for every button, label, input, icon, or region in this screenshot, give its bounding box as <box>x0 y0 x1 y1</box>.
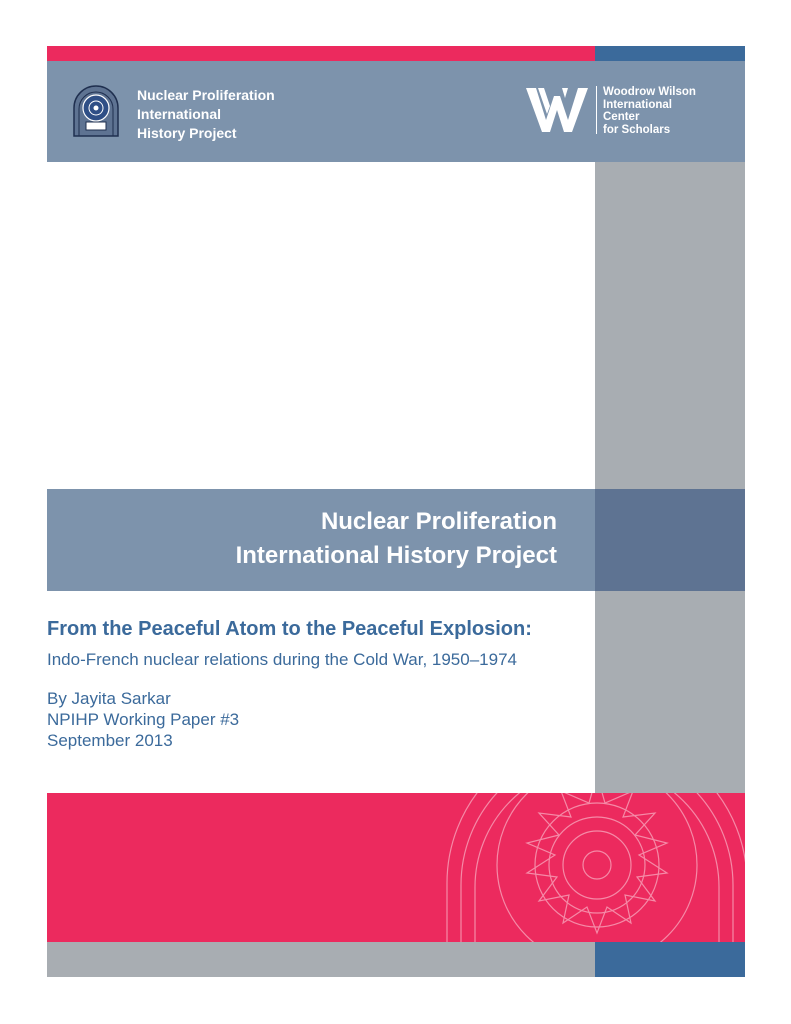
top-blue-bar <box>595 46 745 61</box>
bottom-gray-bar <box>47 942 595 977</box>
project-title: Nuclear Proliferation International History Project <box>235 508 557 569</box>
npihp-logo-text: Nuclear Proliferation International History Project <box>137 87 275 141</box>
paper-number: NPIHP Working Paper #3 <box>47 710 240 729</box>
title-band-accent <box>595 489 745 591</box>
woodrow-wilson-w-icon <box>526 86 590 134</box>
npihp-atom-emblem-icon <box>71 82 121 138</box>
top-pink-bar <box>47 46 595 61</box>
right-gray-column <box>595 162 745 793</box>
paper-date: September 2013 <box>47 731 173 750</box>
sun-emblem-icon <box>427 793 745 942</box>
paper-author: By Jayita Sarkar <box>47 689 171 708</box>
wilson-logo-divider <box>596 86 597 134</box>
paper-subtitle: Indo-French nuclear relations during the Cold War, 1950–1974 <box>47 650 517 669</box>
wilson-center-text: Woodrow Wilson International Center for Scholars <box>603 86 696 136</box>
bottom-pink-band <box>47 793 745 942</box>
bottom-blue-bar <box>595 942 745 977</box>
paper-title: From the Peaceful Atom to the Peaceful Explosion: <box>47 618 532 640</box>
